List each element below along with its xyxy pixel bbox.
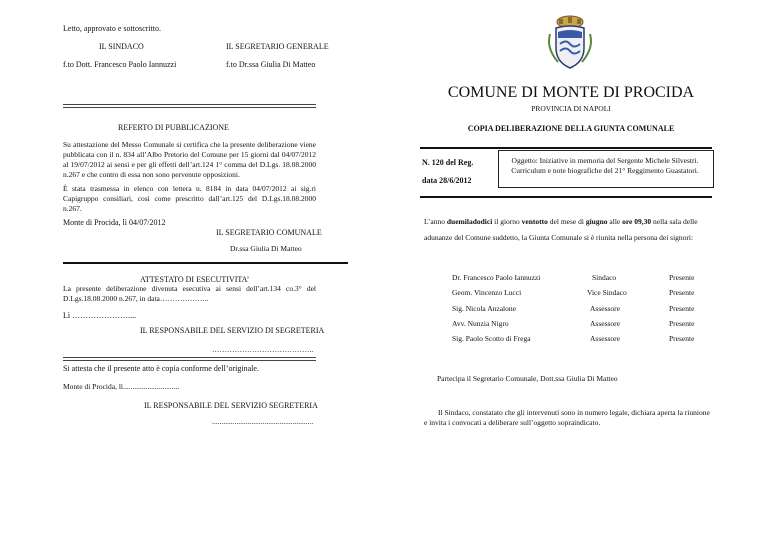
member-status: Presente <box>669 288 695 297</box>
intro-month: giugno <box>585 217 608 226</box>
member-role: Assessore <box>590 319 620 328</box>
intro-mid3: alle <box>607 217 623 226</box>
trasmessa-text: È stata trasmessa in elenco con lettera n. 8184 in data 04/07/2012 ai sig.ri Capigruppo consiliari, così come prescritto dall’art.125 del D.Lgs.18.08.2000 n.267. <box>63 184 316 213</box>
esecutivita-text: La presente deliberazione divenuta esecutiva ai sensi dell’art.134 co.3° del D.Lgs.18.08.2000 n.267, in data……………….. <box>63 284 316 303</box>
responsabile-label: IL RESPONSABILE DEL SERVIZIO DI SEGRETERIA <box>140 326 325 335</box>
separator-2 <box>63 357 316 361</box>
comune-title: COMUNE DI MONTE DI PROCIDA <box>447 84 695 101</box>
referto-title: REFERTO DI PUBBLICAZIONE <box>118 123 229 132</box>
member-name: Dr. Francesco Paolo Iannuzzi <box>452 273 541 282</box>
provincia: PROVINCIA DI NAPOLI <box>531 104 611 113</box>
separator-1 <box>63 104 316 108</box>
copia-conforme: Si attesta che il presente atto è copia conforme dell’originale. <box>63 364 259 373</box>
segretario-generale-label: IL SEGRETARIO GENERALE <box>226 42 329 51</box>
intro-year: duemiladodici <box>446 217 493 226</box>
segretario-signature: f.to Dr.ssa Giulia Di Matteo <box>226 60 316 69</box>
member-name: Geom. Vincenzo Lucci <box>452 288 522 297</box>
approved-line: Letto, approvato e sottoscritto. <box>63 24 161 33</box>
intro-mid2: del mese di <box>547 217 586 226</box>
member-role: Sindaco <box>592 273 617 282</box>
dots-line: ………………………………….. <box>212 345 314 354</box>
intro-time: ore 09,30 <box>622 217 652 226</box>
esecutivita-title: ATTESTATO DI ESECUTIVITA’ <box>140 275 250 284</box>
reg-number: N. 120 del Reg. <box>422 158 474 167</box>
segretario-comunale-name: Dr.ssa Giulia Di Matteo <box>230 244 302 253</box>
closing-paragraph: Il Sindaco, constatato che gli intervenuti sono in numero legale, dichiara aperta la riunione e invita i convocati a deliberare sull’oggetto sopraindicato. <box>424 408 710 427</box>
oggetto-text: Oggetto: Iniziative in memoria del Sergente Michele Silvestri. Curriculum e note biografiche del 21° Reggimento Guastatori. <box>511 156 699 175</box>
copia-title: COPIA DELIBERAZIONE DELLA GIUNTA COMUNALE <box>467 124 675 133</box>
place-date: Monte di Procida, lì 04/07/2012 <box>63 218 166 227</box>
sindaco-label: IL SINDACO <box>99 42 144 51</box>
member-name: Sig. Nicola Anzalone <box>452 304 516 313</box>
referto-text: Su attestazione del Messo Comunale si certifica che la presente deliberazione viene pubblicata con il n. 834 all’Albo Pretorio del Comune per 15 giorni dal 04/07/2012 al 19/07/2012 ai sensi e per gli effetti dell’art.124 1° comma del D.Lgs. 18.08.2000 n.267 e che contro di essa non sono pervenute opposizioni. <box>63 140 316 179</box>
intro-day: ventotto <box>521 217 548 226</box>
intro-mid1: il giorno <box>492 217 522 226</box>
member-role: Assessore <box>590 304 620 313</box>
member-role: Assessore <box>590 334 620 343</box>
intro-end: nella sala delle adunanze del Comune suddetto, la Giunta Comunale si è riunita nella persona dei signori: <box>424 217 698 242</box>
member-status: Presente <box>669 273 695 282</box>
member-status: Presente <box>669 334 695 343</box>
dots-line-2: ...................................................... <box>212 417 314 426</box>
segretario-comunale-label: IL SEGRETARIO COMUNALE <box>216 228 322 237</box>
sindaco-signature: f.to Dott. Francesco Paolo Iannuzzi <box>63 60 177 69</box>
partecipa-line: Partecipa il Segretario Comunale, Dott.ssa Giulia Di Matteo <box>437 374 618 383</box>
member-status: Presente <box>669 304 695 313</box>
divider-mid <box>420 196 712 200</box>
intro-paragraph <box>424 214 714 246</box>
divider-left <box>63 262 348 266</box>
member-status: Presente <box>669 319 695 328</box>
coat-of-arms-seal <box>548 14 592 72</box>
intro-pre: L’anno <box>424 217 447 226</box>
member-name: Sig. Paolo Scotto di Frega <box>452 334 531 343</box>
place-blank: Monte di Procida, lì.............................. <box>63 382 180 391</box>
data-label: data 28/6/2012 <box>422 176 472 185</box>
member-name: Avv. Nunzia Nigro <box>452 319 509 328</box>
responsabile-label-2: IL RESPONSABILE DEL SERVIZIO SEGRETERIA <box>144 401 318 410</box>
member-role: Vice Sindaco <box>587 288 627 297</box>
li-line: Lì ………………….... <box>63 311 137 320</box>
